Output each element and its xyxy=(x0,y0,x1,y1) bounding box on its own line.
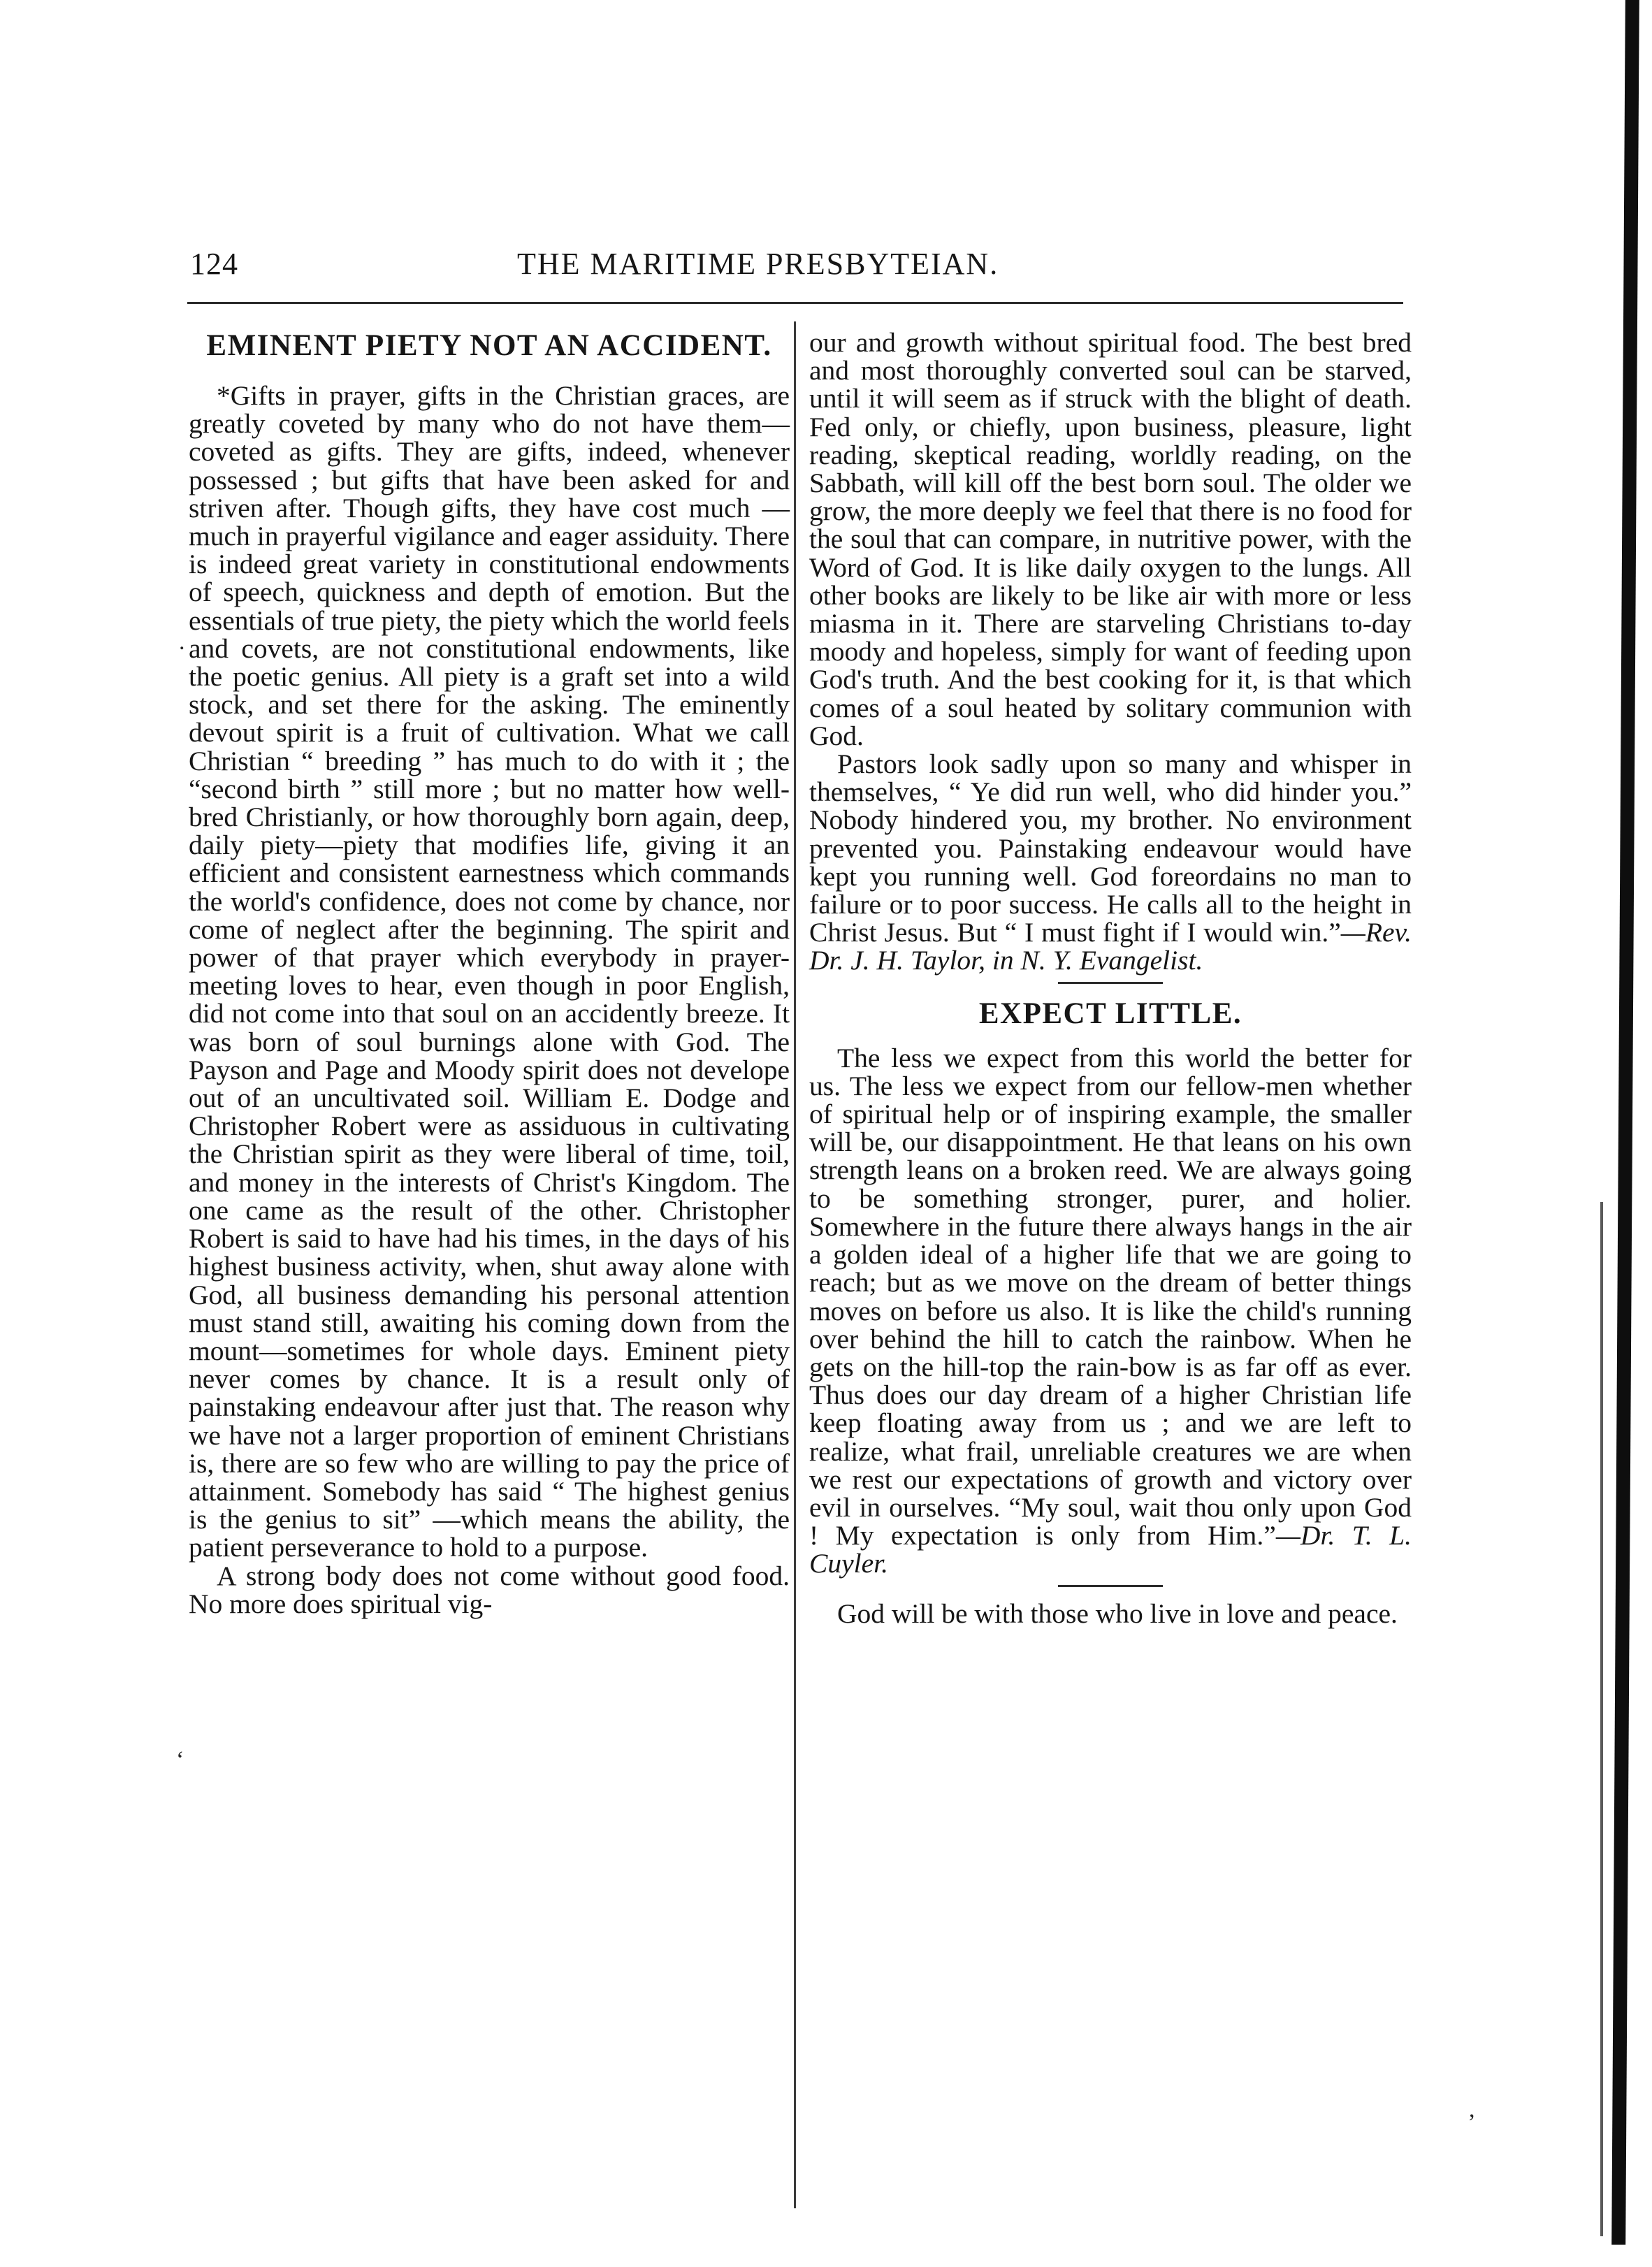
article-heading-eminent-piety: EMINENT PIETY NOT AN ACCIDENT. xyxy=(206,329,772,362)
page-number: 124 xyxy=(190,247,238,281)
column-divider xyxy=(794,321,796,2208)
attribution: —Dr. T. L. Cuyler. xyxy=(809,1520,1412,1579)
journal-title: THE MARITIME PRESBYTEIAN. xyxy=(517,247,999,281)
paragraph-text: The less we expect from this world the better for us. The less we expect from our fellow-men whether of spiritual help or of inspiring example, the smaller will be, our disappointment. He that leans on his own strength leans on a broken reed. We are always going to be something stronger, purer, and holier. Somewhere in the future there always hangs in the air a golden ideal of a higher life that we are going to reach; but as we move on the dream of better things moves on before us also. It is like the child's running over behind the hill to catch the rainbow. When he gets on the hill-top the rain-bow is as far off as ever. Thus does our day dream of a higher Christian life keep floating away from us ; and we are left to realize, what frail, unreliable creatures we are when we rest our expectations of growth and victory over evil in ourselves. “My soul, wait thou only upon God ! My expectation is only from Him.” xyxy=(809,1042,1412,1551)
article-heading-expect-little: EXPECT LITTLE. xyxy=(978,997,1242,1030)
attribution: —Rev. Dr. J. H. Taylor, in N. Y. Evangelist. xyxy=(809,917,1412,976)
article-paragraph: our and growth without spiritual food. The best bred and most thoroughly converted soul can be starved, until it will seem as if struck with the blight of death. Fed only, or chiefly, upon business, pleasure, light reading, skeptical reading, worldly reading, on the Sabbath, will kill off the best born soul. The older we grow, the more deeply we feel that there is no food for the soul that can compare, in nutritive power, with the Word of God. It is like daily oxygen to the lungs. All other books are likely to be like air with more or less miasma in it. There are starveling Christians to-day moody and hopeless, simply for want of feeding upon God's truth. And the best cooking for it, is that which comes of a soul heated by solitary communion with God. xyxy=(809,327,1412,751)
article-paragraph xyxy=(809,750,1412,975)
right-column xyxy=(809,328,1412,1628)
margin-mark: ‘ xyxy=(176,1747,184,1773)
article-paragraph xyxy=(809,1044,1412,1578)
section-rule xyxy=(1058,1585,1163,1587)
article-paragraph: God will be with those who live in love and peace. xyxy=(837,1598,1398,1629)
section-rule xyxy=(1058,982,1163,984)
article-paragraph: *Gifts in prayer, gifts in the Christian graces, are greatly coveted by many who do not have them—coveted as gifts. They are gifts, indeed, whenever possessed ; but gifts that have been asked for and striven after. Though gifts, they have cost much —much in prayerful vigilance and eager assiduity. There is indeed great variety in constitutional endowments of speech, quickness and depth of emotion. But the essentials of true piety, the piety which the world feels and covets, are not constitutional endowments, like the poetic genius. All piety is a graft set into a wild stock, and set there for the asking. The eminently devout spirit is a fruit of cultivation. What we call Christian “ breeding ” has much to do with it ; the “second birth ” still more ; but no matter how well-bred Christianly, or how thoroughly born again, deep, daily piety—piety that modifies life, giving it an efficient and consistent earnestness which commands the world's confidence, does not come by chance, nor come of neglect after the beginning. The spirit and power of that prayer which everybody in prayer-meeting loves to hear, even though in poor English, did not come into that soul on an accidently breeze. It was born of soul burnings alone with God. The Payson and Page and Moody spirit does not develope out of an uncultivated soil. William E. Dodge and Christopher Robert were as assiduous in cultivating the Christian spirit as they were liberal of time, toil, and money in the interests of Christ's Kingdom. The one came as the result of the other. Christopher Robert is said to have had his times, in the days of his highest business activity, when, shut away alone with God, all business demanding his personal attention must stand still, awaiting his coming down from the mount—sometimes for whole days. Eminent piety never comes by chance. It is a result only of painstaking endeavour after just that. The reason why we have not a larger proportion of eminent Christians is, there are so few who are willing to pay the price of attainment. Somebody has said “ The highest genius is the genius to sit” —which means the ability, the patient perseverance to hold to a purpose. xyxy=(189,380,790,1563)
paragraph-text: Pastors look sadly upon so many and whisper in themselves, “ Ye did run well, who did hinder you.” Nobody hindered you, my brother. No environment prevented you. Painstaking endeavour would have kept you running well. God foreordains no man to failure or to poor success. He calls all to the height in Christ Jesus. But “ I must fight if I would win.” xyxy=(809,748,1412,948)
left-column xyxy=(189,328,790,1618)
scan-edge-line xyxy=(1600,1202,1603,2236)
margin-mark: , xyxy=(1469,2096,1475,2122)
header-rule xyxy=(187,302,1403,304)
scan-edge-shadow xyxy=(1611,0,1639,2245)
margin-mark: . xyxy=(179,629,185,655)
article-paragraph: A strong body does not come without good food. No more does spiritual vig- xyxy=(189,1560,790,1619)
